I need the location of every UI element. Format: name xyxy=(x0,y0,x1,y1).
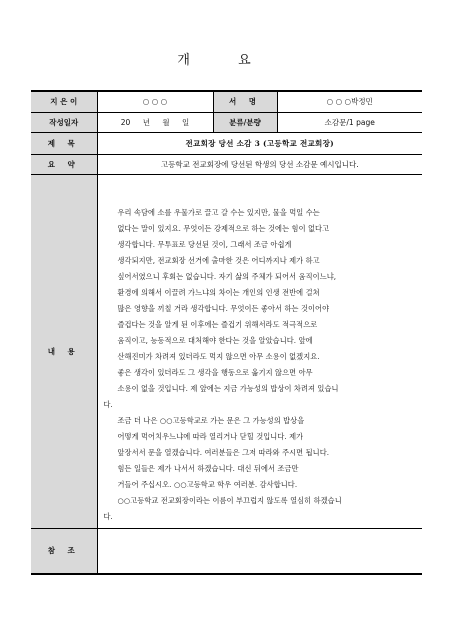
content-line: 산해진미가 차려져 있더라도 먹지 않으면 아무 소용이 없겠지요. xyxy=(117,351,320,361)
content-text xyxy=(104,205,419,525)
date-row xyxy=(31,112,422,132)
category-value: 소감문/1 page xyxy=(277,112,422,132)
page-title: 개 요 xyxy=(177,53,273,68)
summary-value: 고등학교 전교회장에 당선된 학생의 당선 소감문 예시입니다. xyxy=(97,154,422,174)
content-line: 환경에 의해서 이끌려 가느냐의 차이는 개인의 인생 전반에 걸쳐 xyxy=(117,287,320,297)
content-line: 싶어서였으니 후회는 없습니다. 자기 삶의 주체가 되어서 움직이느냐, xyxy=(117,271,337,281)
content-line: 움직이고, 능동적으로 대처해야 한다는 것을 알았습니다. 앞에 xyxy=(117,335,313,345)
content-line: 우리 속담에 소를 우물가로 끌고 갈 수는 있지만, 물을 먹일 수는 xyxy=(117,207,320,217)
content-line: 즐겁다는 것을 알게 된 이후에는 즐겁기 위해서라도 적극적으로 xyxy=(117,319,318,329)
content-line: 좋은 생각이 있더라도 그 생각을 행동으로 옮기지 않으면 아무 xyxy=(117,367,313,377)
content-line: 없다는 말이 있지요. 무엇이든 강제적으로 하는 것에는 힘이 없다고 xyxy=(117,223,330,233)
summary-row xyxy=(31,154,422,174)
reference-row xyxy=(31,528,422,574)
content-line: 다. xyxy=(103,399,113,409)
category-label: 분류/분량 xyxy=(213,112,277,132)
author-value: ○ ○ ○ xyxy=(97,91,213,112)
date-value: 20 년 월 일 xyxy=(97,112,213,132)
title-label: 서 명 xyxy=(213,91,277,112)
content-line: 생각되지만, 전교회장 선거에 출마한 것은 어디까지나 제가 하고 xyxy=(117,255,320,265)
summary-label: 요 약 xyxy=(31,154,97,174)
content-line: 소용이 없을 것입니다. 제 앞에는 지금 가능성의 밥상이 차려져 있습니 xyxy=(117,383,339,393)
content-line: 힘든 일들은 제가 나서서 하겠습니다. 대신 뒤에서 조금만 xyxy=(117,463,299,473)
content-line: 생각합니다. 무투표로 당선된 것이, 그래서 조금 아쉽게 xyxy=(117,239,292,249)
content-label: 내 용 xyxy=(31,174,97,528)
reference-label: 참 조 xyxy=(31,528,97,574)
author-label: 지 은 이 xyxy=(31,91,97,112)
subject-value: 전교회장 당선 소감 3 (고등학교 전교회장) xyxy=(97,132,422,154)
content-line: 조금 더 나은 ○○고등학교로 가는 문은 그 가능성의 밥상을 xyxy=(117,415,305,425)
content-line: 다. xyxy=(103,511,113,521)
summary-form-table xyxy=(31,90,422,575)
subject-row xyxy=(31,132,422,154)
content-row xyxy=(31,174,422,528)
content-line: 앞장서서 문을 열겠습니다. 여러분들은 그저 따라와 주시면 됩니다. xyxy=(117,447,330,457)
content-line: 많은 영향을 끼칠 거라 생각합니다. 무엇이든 좋아서 하는 것이어야 xyxy=(117,303,330,313)
author-row xyxy=(31,91,422,112)
reference-value xyxy=(97,528,422,574)
date-label: 작성일자 xyxy=(31,112,97,132)
content-line: ○○고등학교 전교회장이라는 이름이 부끄럽지 않도록 열심히 하겠습니 xyxy=(117,495,342,505)
content-line: 어떻게 먹어치우느냐에 따라 열리거나 닫힐 것입니다. 제가 xyxy=(117,431,304,441)
subject-label: 제 목 xyxy=(31,132,97,154)
title-value: ○ ○ ○박정민 xyxy=(277,91,422,112)
content-line: 거들어 주십시오. ○○고등학교 학우 여러분. 감사합니다. xyxy=(117,479,298,489)
content-body xyxy=(97,174,422,528)
